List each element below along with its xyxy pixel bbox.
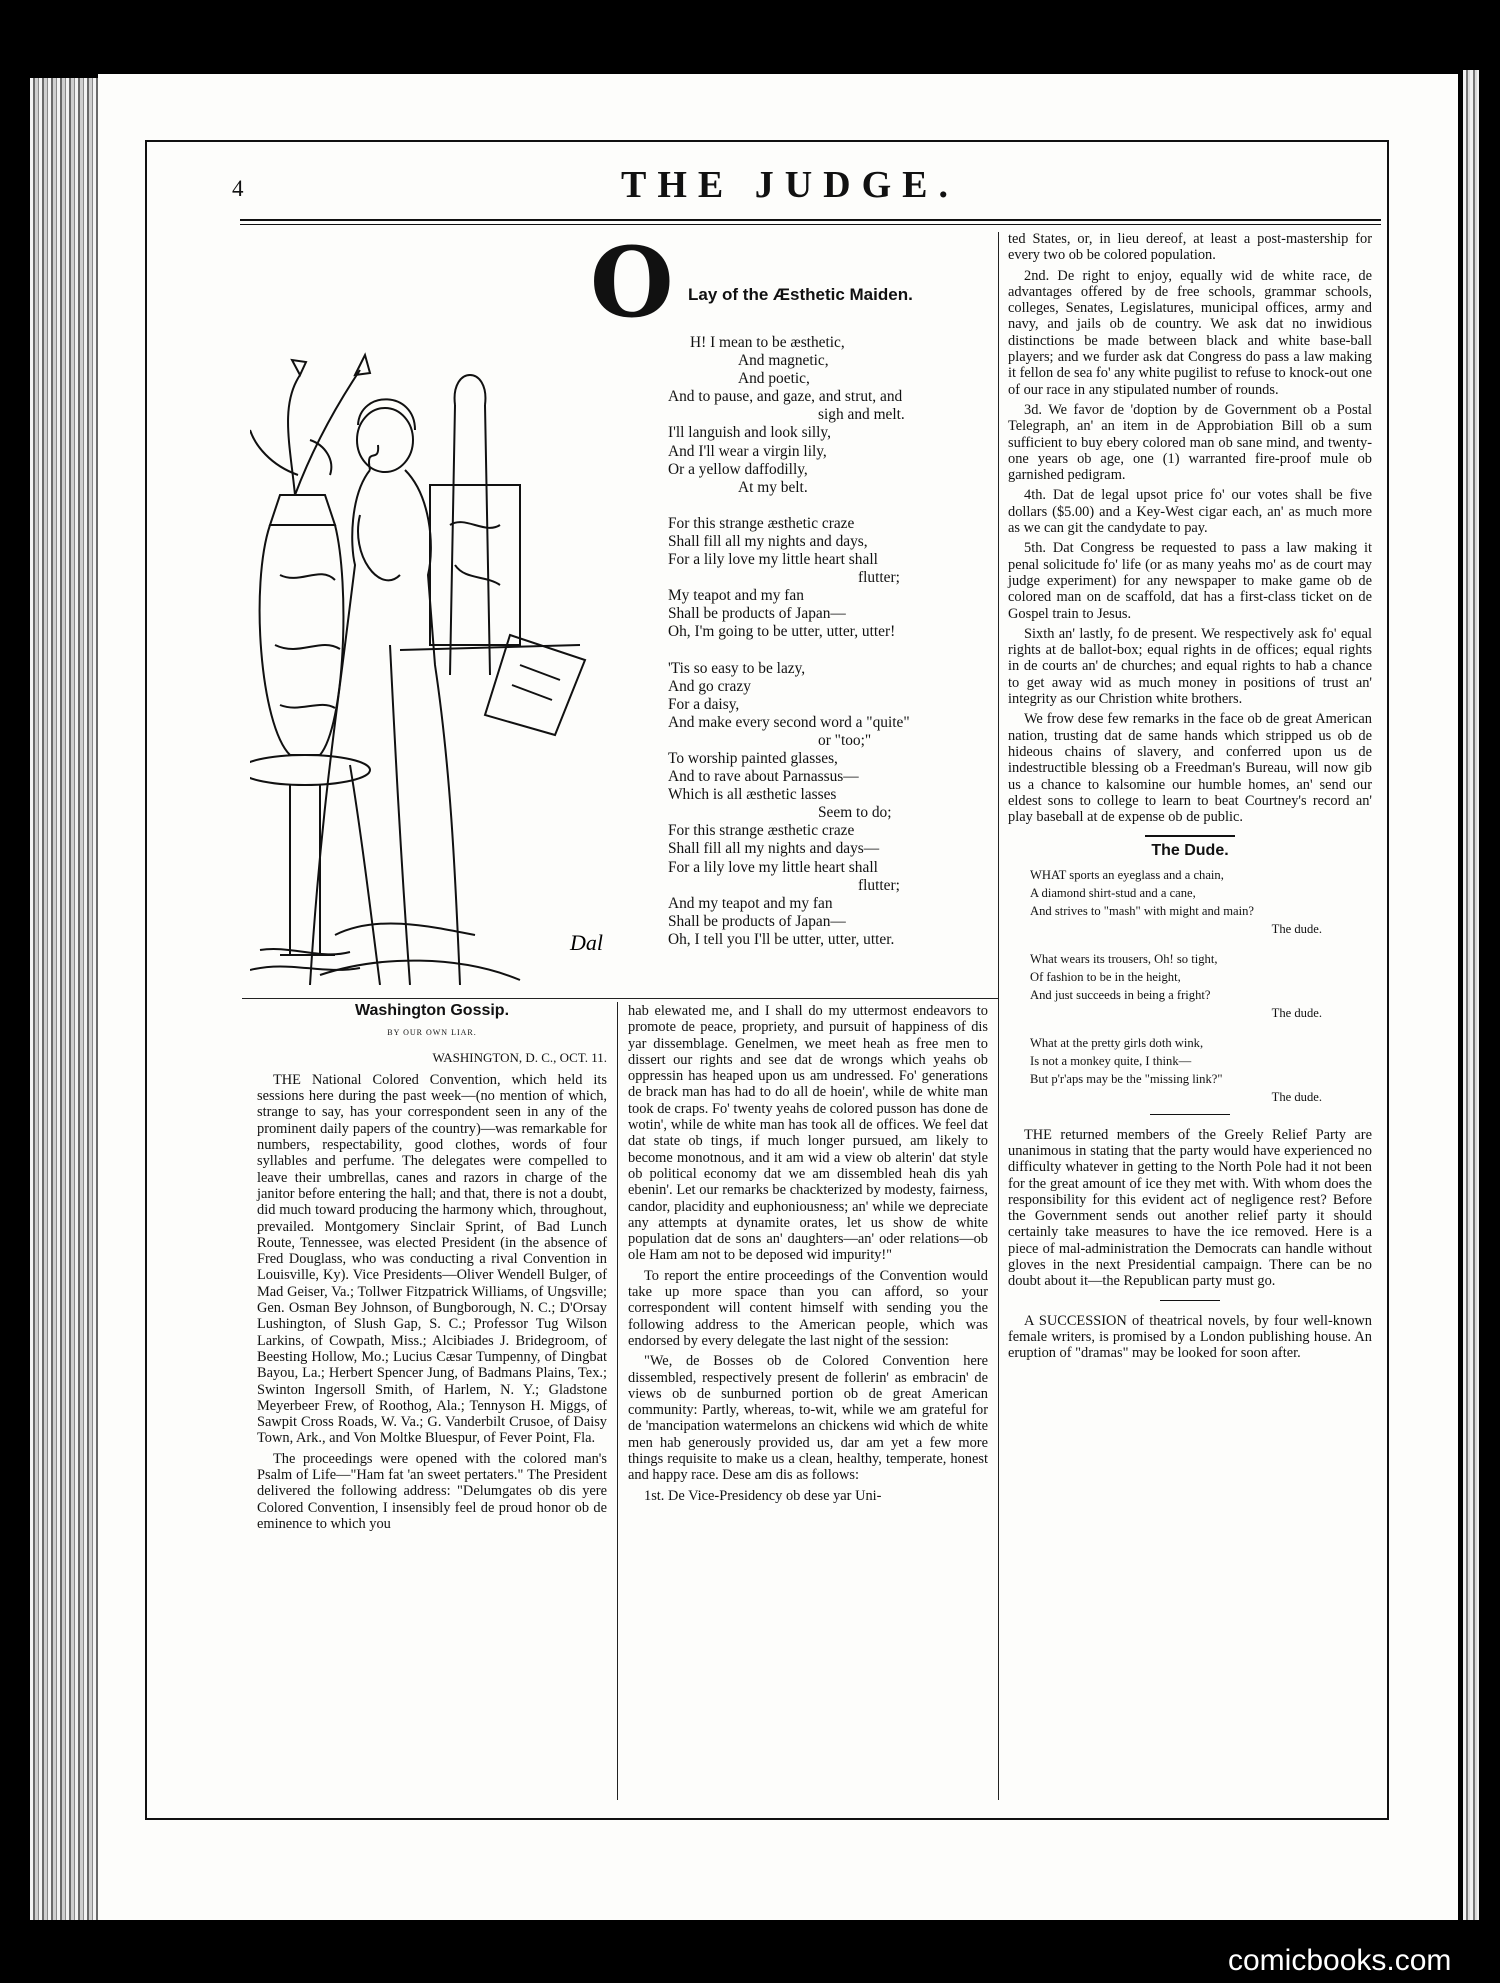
poem-line: My teapot and my fan [668,587,804,605]
poem-line: Shall be products of Japan— [668,605,846,623]
lead-word: THE [273,1071,301,1088]
right-column [1008,231,1372,1366]
poem-line: Oh, I'm going to be utter, utter, utter! [668,623,896,641]
poem-line: For a lily love my little heart shall [668,858,878,876]
poem-refrain: The dude. [1271,1005,1322,1020]
dude-title: The Dude. [1151,842,1229,860]
article-paragraph: 1st. De Vice-Presidency ob dese yar Uni- [644,1487,882,1504]
poem-line: Oh, I tell you I'll be utter, utter, utter. [668,930,895,948]
column-rule-left [617,1002,618,1800]
poem-line: flutter; [858,876,900,894]
poem-line: Of fashion to be in the height, [1030,969,1181,984]
facing-page-edge [1463,70,1479,1920]
poem-title: Lay of the Æsthetic Maiden. [688,285,913,304]
article-paragraph: 3d. We favor de 'doption by de Government ob a Postal Telegraph, an' an item in de Approbiation Bill ob a sum sufficient to buy ebery colored man ob sane mind, and twenty-one years ob age, one (1) warranted fire-proof mule ob garnished pedigram. [1008,401,1372,484]
article-dateline: WASHINGTON, D. C., OCT. 11. [432,1049,607,1065]
poem-line: To worship painted glasses, [668,749,838,767]
ornate-initial-o: O [590,226,674,339]
poem-line: And my teapot and my fan [668,894,833,912]
poem-line: sigh and melt. [818,406,905,424]
section-rule [242,998,998,999]
article-paragraph: "We, de Bosses ob de Colored Convention here dissembled, respectively present de follerin' as embracin' de views ob de sunburned portion ob de great American community: Partly, whereas, to-wit, while we am grateful for de 'mancipation watermelons an chickens wid which de white men hab generously provided us, dar am yet a few more things requisite to make us a clean, healthy, temperate, honest and happy race. Dese am dis as follows: [628,1353,988,1484]
masthead-title: THE JUDGE. [620,164,960,206]
article-paragraph: ted States, or, in lieu dereof, at least a post-mastership for every two ob be colored population. [1008,231,1372,264]
poem-line: Shall be products of Japan— [668,912,846,930]
poem-line: And make every second word a "quite" [668,713,910,731]
poem-line: For this strange æsthetic craze [668,514,855,532]
header-rule-thin [240,224,1381,225]
article-paragraph: 5th. Dat Congress be requested to pass a law making it penal solicitude fo' life (or as many yeahs mo' as de court may judge experiment) for any newspaper to make game ob de colored man on de scaffold, dat has a first-class ticket on de Gospel train to Jesus. [1008,540,1372,622]
article-paragraph: Sixth an' lastly, fo de present. We respectively ask fo' equal rights at de ballot-box; equal rights in de offices; equal rights in de courts an' de churches; and equal rights to hab a chance to get away wid as much money in positions of trust an' integrity as our Christion white brothers. [1008,625,1372,708]
poem-line: What wears its trousers, Oh! so tight, [1030,951,1218,966]
section-divider [1160,1300,1220,1301]
poem-line: And magnetic, [738,352,829,370]
poem-line: What at the pretty girls doth wink, [1030,1035,1204,1050]
poem-refrain: The dude. [1271,921,1322,936]
poem-line: And I'll wear a virgin lily, [668,442,827,460]
article-paragraph: The proceedings were opened with the colored man's Psalm of Life—"Ham fat 'an sweet pertaters." The President delivered the following address: "Delumgates ob dis yere Colored Convention, I insensibly feel de proud honor ob de eminence to which you [257,1450,607,1532]
poem-line: Seem to do; [818,804,892,822]
poem-line: And to rave about Parnassus— [668,768,859,786]
page-number: 4 [232,176,244,201]
poem-line: And strives to "mash" with might and main? [1030,903,1255,918]
column-rule-right [998,232,999,1800]
poem-line: And go crazy [668,677,751,695]
article-paragraph: hab elewated me, and I shall do my uttermost endeavors to promote de peace, propriety, and pursuit of happiness of dis yar dissemblage. Genelmen, we meet heah as free men to dissert our rights and see dat de wrongs which yeahs ob oppressin has heaped upon us am undressed. Fo' generations de brack man has had to do all de hoein', while de white man took de craps. Fo' twenty yeahs de colored pusson has done de wotin', while de white man has took all de offices. We feel dat dat state ob tings, if much longer pursued, am likely to become monotnous, and it am wid a view ob alterin' dat style ob political economy dat we am dissembled heah dis yah ebenin'. Let our remarks be chackterized by modesty, fairness, candor, placidity and euphoniousness; an' while we depreciate any attempts at dynamite orates, let us show de white population dat de sons an' daughters—an' oder relations—ob ole Ham am not to be deposed wid impurity!" [628,1003,988,1264]
article-paragraph: 2nd. De right to enjoy, equally wid de white race, de advantages offered by de free schools, grammar schools, colleges, Senates, Legislatures, municipal offices, army and navy, and jails ob de country. We ask dat no inwidious distinctions be made between black and white base-ball players; and we furder ask dat Congress do pass a law making it fellon de sea fo' any white pugilist to refuse to knock-out one of our race in any stipulated number of rounds. [1008,267,1372,398]
artist-signature: Dal [570,930,603,955]
poem-line: At my belt. [738,478,808,496]
poem-line: I'll languish and look silly, [668,424,831,442]
poem-line: But p'r'aps may be the "missing link?" [1030,1071,1223,1086]
article-title: Washington Gossip. [354,1002,510,1019]
poem-line: For a daisy, [668,695,740,713]
poem-line: Which is all æsthetic lasses [668,786,837,804]
poem-line: And poetic, [738,370,810,388]
novels-paragraph: A SUCCESSION of theatrical novels, by four well-known female writers, is promised by a London publishing house. An eruption of "dramas" may be looked for soon after. [1008,1312,1372,1362]
section-divider [1150,1114,1230,1115]
greely-paragraph: THE returned members of the Greely Relief Party are unanimous in stating that the party would have experienced no difficulty whatever in getting to the North Pole had it not been for the great amount of ice they met with. With whom does the responsibility for this evident act of negligence rest? Before the Government sends out another relief party it should certainly take measures to have the ice removed. Here is a piece of mal-administration the Democrats can handle without gloves in the next Presidential campaign. There can be no doubt about it—the Republican party must go. [1008,1126,1372,1290]
poem-line: A diamond shirt-stud and a cane, [1030,885,1196,900]
poem-line: Shall fill all my nights and days— [668,840,880,858]
poem-refrain: The dude. [1271,1089,1322,1104]
poem-line [668,642,988,660]
watermark: comicbooks.com [1228,1944,1452,1977]
article-paragraph: THE National Colored Convention, which held its sessions here during the past week—(no mention of which, strange to say, has your correspondent seen in any of the prominent daily papers of the country)—was remarkable for numbers, respectability, good clothes, words of four syllables and perfume. The delegates were compelled to leave their umbrellas, canes and razors in charge of the janitor before entering the hall; and that, there is not a doubt, did much toward producing the harmony which, throughout, prevailed. Montgomery Sinclair Sprint, of Bad Lunch Route, Tennessee, was elected President (in the absence of Fred Douglass, who was conducting a rival Convention in Louisville, Ky). Vice Presidents—Oliver Wendell Bulger, of Mad Geiser, Va.; Tollwer Fitzpatrick Williams, of Ungsville; Gen. Osman Bey Johnson, of Bungborough, N. C.; D'Orsay Lushington, of Slush Gap, S. C.; Professor Tug Wilson Larkins, of Cowpath, Miss.; Alcibiades J. Bridegroom, of Beesting Hollow, Mo.; Lucius Cæsar Tumpenny, of Dingbat Bayou, La.; Herbert Spencer Jung, of Badmans Plains, Tex.; Swinton Ingersoll Smith, of Harlem, N. Y.; Gladstone Meyerbeer Frew, of Roothog, Ala.; Tennyson H. Miggs, of Sawpit Cross Roads, W. Va.; G. Vanderbilt Crusoe, of Daisy Town, Ark., and Von Moltke Bluespur, of Fever Point, Fla. [257,1071,607,1447]
poem-line [668,497,988,515]
section-divider [1145,835,1235,837]
article-washington-gossip [257,1003,607,1536]
article-byline: BY OUR OWN LIAR. [387,1028,477,1038]
poem-line: Shall fill all my nights and days, [668,532,868,550]
poem-line: 'Tis so easy to be lazy, [668,659,806,677]
header-rule [240,219,1381,221]
poem-line: WHAT sports an eyeglass and a chain, [1030,867,1224,882]
poem-line: flutter; [858,569,900,587]
poem-line: And just succeeds in being a fright? [1030,987,1211,1002]
poem-the-dude [1008,866,1372,1106]
poem-line: Or a yellow daffodilly, [668,460,808,478]
poem-line: H! I mean to be æsthetic, [690,334,845,351]
book-binding-edge [30,78,100,1920]
article-paragraph: 4th. Dat de legal upsot price fo' our votes shall be five dollars ($5.00) and a Key-West cigar each, an' as much more as we can git the candydate to pay. [1008,487,1372,537]
poem-line: For this strange æsthetic craze [668,822,855,840]
poem-line: And to pause, and gaze, and strut, and [668,388,903,406]
poem-line: Is not a monkey quite, I think— [1030,1053,1192,1068]
article-paragraph: To report the entire proceedings of the Convention would take up more space than you can afford, so your correspondent will content himself with sending you the following address to the American people, which was endorsed by every delegate the last night of the session: [628,1267,988,1349]
article-continuation [628,1003,988,1508]
article-paragraph: We frow dese few remarks in the face ob de great American nation, trusting dat de same hands which stripped us ob de hideous chains of slavery, and conferred upon us de indestructible blessing ob a Freedman's Bureau, will now gib us a chance to kalsomine our humble homes, an' send our eldest sons to college to learn to beat Courtney's record an' play baseball at de expense ob de public. [1008,711,1372,826]
poem-line: or "too;" [818,731,872,749]
poem-line: For a lily love my little heart shall [668,551,878,569]
aesthetic-maiden-illustration [250,345,670,985]
poem-aesthetic-maiden [668,334,988,949]
